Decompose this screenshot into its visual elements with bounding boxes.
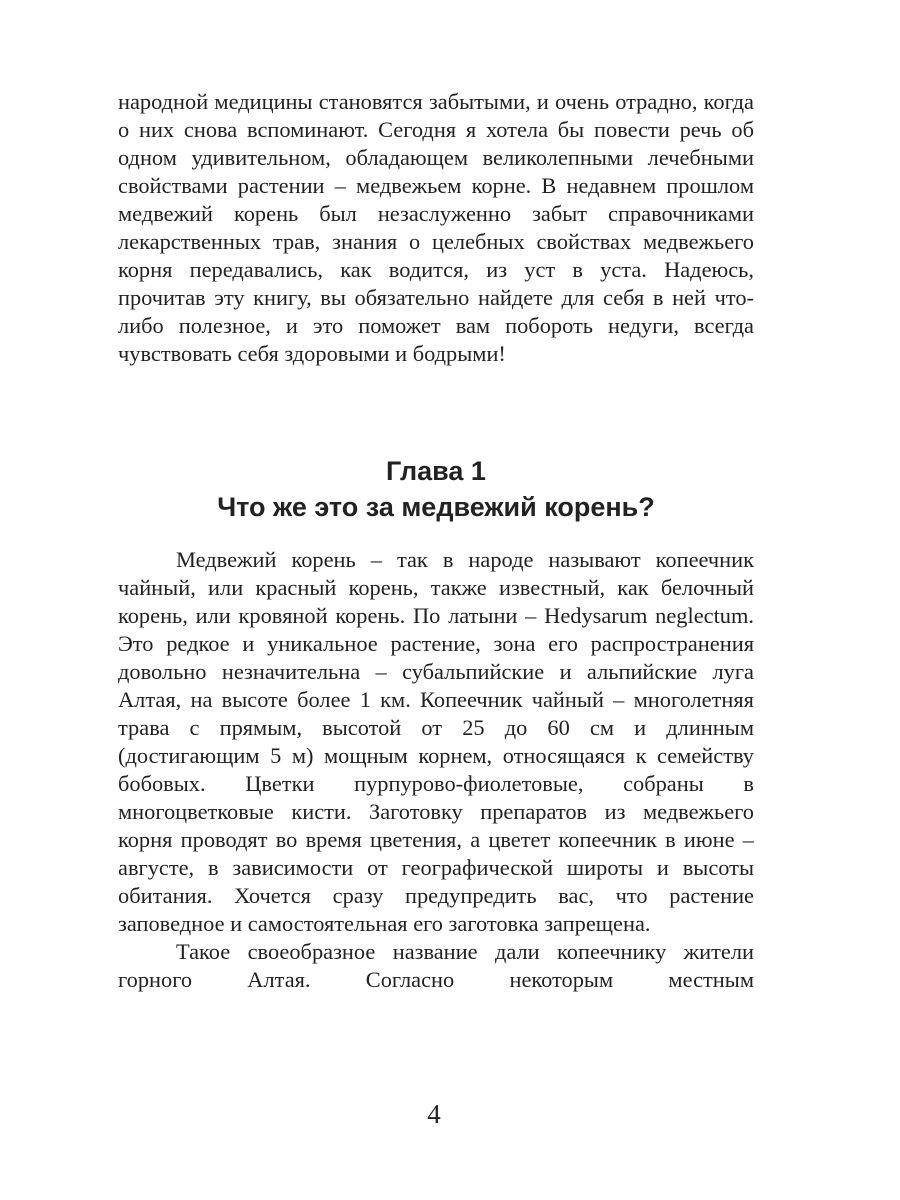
chapter-number-label: Глава 1 <box>386 456 486 486</box>
page-number: 4 <box>427 1099 441 1129</box>
chapter-heading <box>118 453 754 525</box>
intro-text-block <box>118 88 754 368</box>
intro-paragraph: народной медицины становятся забытыми, и очень отрадно, когда о них снова вспоминают. Сегодня я хотела бы повести речь об одном удивительном, обладающем великолепными лечебными свойствами растении – медвежьем корне. В недавнем прошлом медвежий корень был незаслуженно забыт справочниками лекарственных трав, знания о целебных свойствах медвежьего корня передавались, как водится, из уст в уста. Надеюсь, прочитав эту книгу, вы обязательно найдете для себя в ней что-либо полезное, и это поможет вам побороть недуги, всегда чувствовать себя здоровыми и бодрыми! <box>118 89 754 366</box>
body-paragraph: Такое своеобразное название дали копеечнику жители горного Алтая. Согласно некоторым местным <box>118 939 754 992</box>
chapter-title: Что же это за медвежий корень? <box>217 492 655 522</box>
body-paragraph: Медвежий корень – так в народе называют копеечник чайный, или красный корень, также известный, как белочный корень, или кровяной корень. По латыни – Hedysarum neglectum. Это редкое и уникальное растение, зона его распространения довольно незначительна – субальпийские и альпийские луга Алтая, на высоте более 1 км. Копеечник чайный – многолетняя трава с прямым, высотой от 25 до 60 см и длинным (достигающим 5 м) мощным корнем, относящаяся к семейству бобовых. Цветки пурпурово-фиолетовые, собраны в многоцветковые кисти. Заготовку препаратов из медвежьего корня проводят во время цветения, а цветет копеечник в июне – августе, в зависимости от географической широты и высоты обитания. Хочется сразу предупредить вас, что растение заповедное и самостоятельная его заготовка запрещена. <box>118 547 754 936</box>
chapter-body-text <box>118 546 754 994</box>
